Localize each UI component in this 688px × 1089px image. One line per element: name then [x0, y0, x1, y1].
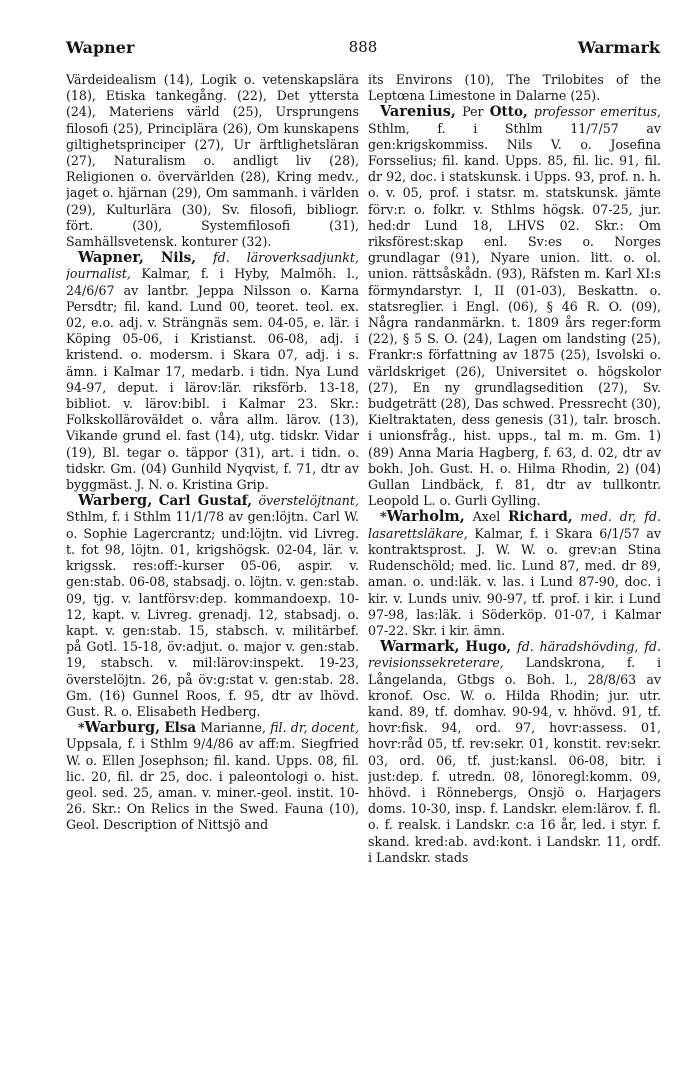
biography-entry	[66, 493, 359, 720]
entry-surname: Warberg,	[78, 492, 153, 510]
entry-surname: Warholm,	[386, 508, 465, 526]
biography-entry	[368, 104, 661, 509]
continuation-text-body: its Environs (10), The Trilobites of the Leptœna Limestone in Dalarne (25).	[368, 72, 661, 104]
entry-title: fd. läroverksadjunkt, journalist,	[66, 250, 359, 282]
header-left-word: Wapner	[66, 38, 135, 57]
continuation-text	[368, 72, 661, 104]
entry-text: Kalmar, f. i Hyby, Malmöh. l., 24/6/67 av lantbr. Jeppa Nilsson o. Karna Persdtr; fil. kand. Lund 00, teoret. teol. ex. 02, e.o. adj. v. Strängnäs sem. 04-05, e. lär. i Köping 05-06, i Kristianst. 06-08, adj. i kristend. o. modersm. i Skara 07, adj. i s. ämn. i Kalmar 17, medarb. i tidn. Nya Lund 94-97, deput. i lärov:lär. riksförb. 13-18, bibliot. v. lärov:bibl. i Kalmar 23. Skr.: Folkskolläroväldet o. våra allm. lärov. (13), Vikande grund el. fast (14), utg. tidskr. Vidar (19), Bl. tegar o. täppor (31), art. i tidn. o. tidskr. Gm. (04) Gunhild Nyqvist, f. 71, dtr av byggmäst. J. N. o. Kristina Grip.	[66, 266, 359, 493]
entry-given-plain: Per	[462, 104, 484, 120]
right-column	[368, 72, 661, 1082]
entry-given-after: Marianne,	[200, 720, 266, 736]
left-column	[66, 72, 359, 1082]
entry-given-name: Hugo,	[465, 639, 512, 656]
continuation-text-body: Värdeidealism (14), Logik o. vetenskapslära (18), Etiska tankegång. (22), Det yttersta (24), Materiens värld (25), Ursprungens filosofi (25), Principlära (26), Om kunskapens giltighetsprinciper (27), Ur ärftlighetsläran (27), Naturalism o. andligt liv (28), Religionen o. övervärlden (28), Kring medv., jaget o. hjärnan (29), Om sammanh. i världen (29), Kulturlära (30), Sv. filosofi, bibliogr. fört. (30), Systemfilosofi (31), Samhällsvetensk. konturer (32).	[66, 72, 359, 250]
entry-text: Sthlm, f. i Sthlm 11/7/57 av gen:krigskommiss. Nils V. o. Josefina Forsselius; fil. kand. Upps. 85, fil. lic. 91, fil. dr 92, doc. i statskunsk. i Upps. 93, prof. n. h. o. v. 05, prof. i statsr. m. statskunsk. jämte förv:r. o. folkr. v. Sthlms högsk. 07-25, jur. hed:dr Lund 18, LHVS 02. Skr.: Om riksförest:skap enl. Sv:es o. Norges grundlagar (91), Nyare union. litt. o. ol. union. rättsåskådn. (93), Räfsten m. Karl XI:s förmyndarstyr. I, II (01-03), Beskattn. o. statsreglier. i Engl. (06), § 46 R. O. (09), Några randanmärkn. t. 1809 års reger:form (22), § 5 S. O. (24), Lagen om landsting (25), Frankr:s författning av 1875 (25), Isvolski o. världskriget (26), Universitet o. högskolor (27), En ny grundlagsedition (27), Sv. budgeträtt (28), Das schwed. Pressrecht (30), Kieltraktaten, dess genesis (31), talr. brosch. i unionsfråg., hist. upps., tal m. m. Gm. 1) (89) Anna Maria Hagberg, f. 63, d. 02, dtr av bokh. Joh. Gust. H. o. Hilma Rhodin, 2) (04) Gullan Lindbäck, f. 81, dtr av tullkontr. Leopold L. o. Gurli Gylling.	[368, 120, 661, 509]
entry-text: Uppsala, f. i Sthlm 9/4/86 av aff:m. Siegfried W. o. Ellen Josephson; fil. kand. Upps. 08, fil. lic. 20, fil. dr 25, doc. i paleontologi o. hist. geol. sed. 25, aman. v. miner.-geol. instit. 10-26. Skr.: On Relics in the Swed. Fauna (10), Geol. Description of Nittsjö and	[66, 736, 359, 833]
entry-given-plain: Axel	[472, 509, 501, 525]
entry-star: *	[78, 720, 85, 736]
biography-entry	[368, 509, 661, 639]
biography-entry	[368, 639, 661, 866]
entry-text: Sthlm, f. i Sthlm 11/1/78 av gen:löjtn. Carl W. o. Sophie Lagercrantz; und:löjtn. vid Livreg. t. fot 98, löjtn. 01, krigshögsk. 02-04, lär. v. krigssk. res:off:-kurser 05-06, aspir. v. gen:stab. 06-08, stabsadj. o. löjtn. v. gen:stab. 09, tjg. v. lantförsv:dep. kommandoexp. 10-12, kapt. v. Livreg. grenadj. 12, stabsadj. o. kapt. v. gen:stab. 15, stabsch. v. militärbef. på Gotl. 15-18, öv:adjut. o. major v. gen:stab. 19, stabsch. v. mil:lärov:inspekt. 19-23, överstelöjtn. 26, på öv:g:stat v. gen:stab. 28. Gm. (16) Gunnel Roos, f. 95, dtr av lhövd. Gust. R. o. Elisabeth Hedberg.	[66, 509, 359, 719]
entry-given-name: Nils,	[161, 250, 196, 267]
entry-title: överstelöjtnant,	[258, 493, 359, 509]
biography-entry	[66, 720, 359, 833]
entry-surname: Warburg,	[84, 719, 161, 737]
page-header	[66, 38, 660, 60]
entry-given-name: Carl Gustaf,	[158, 493, 252, 510]
entry-given-name: Otto,	[489, 104, 528, 121]
page-number: 888	[348, 38, 378, 56]
entry-given-name: Richard,	[508, 509, 573, 526]
entry-text: Landskrona, f. i Långelanda, Gtbgs o. Boh. l., 28/8/63 av kronof. Osc. W. o. Hilda Rhodin; jur. utr. kand. 89, tf. domhav. 90-94, v. hhövd. 91, tf. hovr:fisk. 94, ord. 97, hovr:assess. 01, hovr:råd 05, tf. rev:sekr. 01, konstit. rev:sekr. 03, ord. 06, tf. just:kansl. 06-08, bitr. i just:dep. f. utredn. 08, lönoregl:komm. 09, hhövd. i Rönnebergs, Onsjö o. Harjagers doms. 10-30, insp. f. Landskr. elem:lärov. f. fl. o. f. realsk. i Landskr. c:a 16 år, led. i styr. f. skand. kred:ab. avd:kont. i Landskr. 11, ordf. i Landskr. stads	[368, 655, 661, 865]
entry-given-name: Elsa	[164, 720, 197, 737]
entry-title: fd. häradshövding, fd. revisionssekreterare,	[368, 639, 661, 671]
entry-surname: Wapner,	[78, 249, 144, 267]
entry-star: *	[380, 509, 387, 525]
entry-title: fil. dr, docent,	[270, 720, 359, 736]
biography-entry	[66, 250, 359, 493]
continuation-text	[66, 72, 359, 250]
entry-title: med. dr, fd. lasarettsläkare,	[368, 509, 661, 541]
entry-title: professor emeritus,	[533, 104, 661, 120]
header-right-word: Warmark	[577, 38, 660, 57]
entry-surname: Varenius,	[380, 103, 456, 121]
entry-text: Kalmar, f. i Skara 6/1/57 av kontraktsprost. J. W. W. o. grev:an Stina Rudenschöld; med. lic. Lund 87, med. dr 89, aman. o. und:läk. v. las. i Lund 87-90, doc. i kir. v. Lunds univ. 90-97, tf. prof. i kir. i Lund 97-98, las:läk. i Söderköp. 01-07, i Kalmar 07-22. Skr. i kir. ämn.	[368, 525, 661, 638]
entry-surname: Warmark,	[380, 638, 460, 656]
